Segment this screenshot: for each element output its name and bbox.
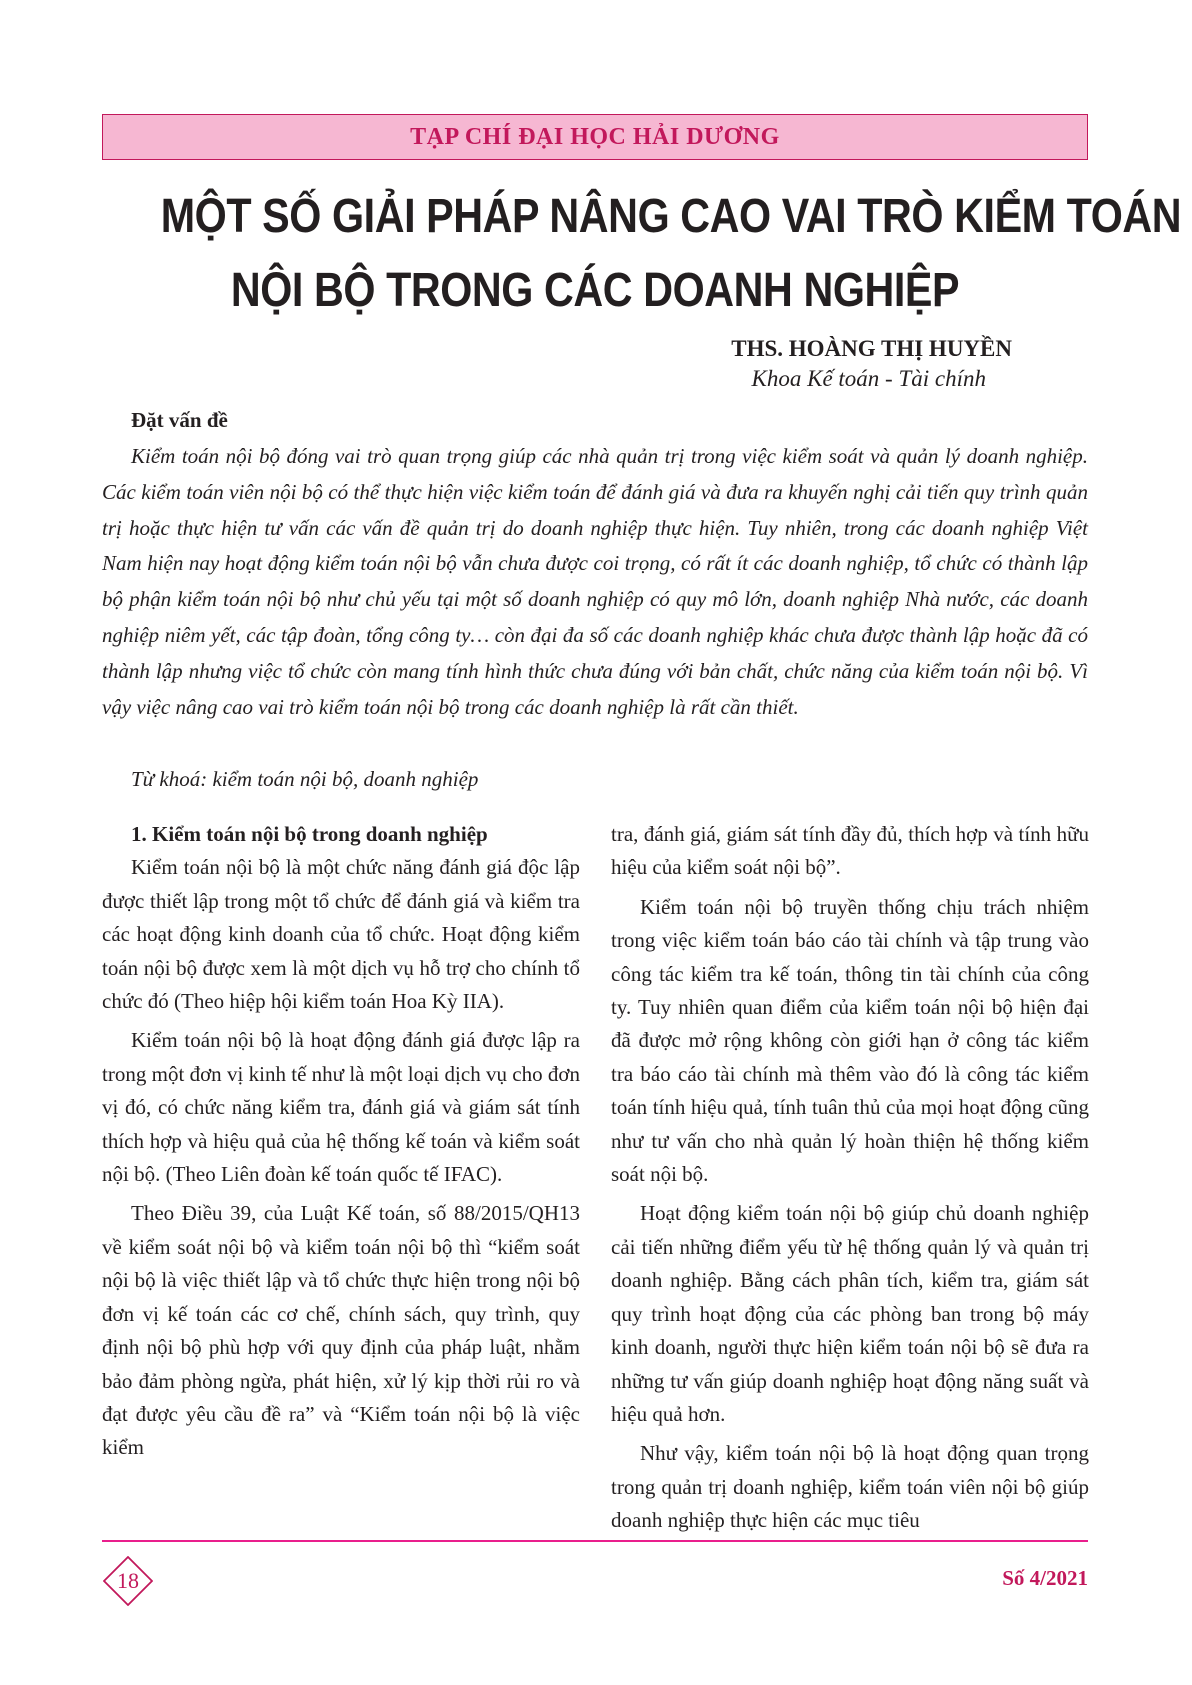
abstract-heading: Đặt vấn đề [131, 408, 228, 432]
journal-name: TẠP CHÍ ĐẠI HỌC HẢI DƯƠNG [410, 123, 780, 150]
issue-number: Số 4/2021 [1002, 1566, 1088, 1590]
paragraph: Kiểm toán nội bộ là hoạt động đánh giá được lập ra trong một đơn vị kinh tế như là một loại dịch vụ cho đơn vị đó, có chức năng kiểm tra, đánh giá và giám sát tính thích hợp và hiệu quả của hệ thống kế toán và kiểm soát nội bộ. (Theo Liên đoàn kế toán quốc tế IFAC). [102, 1028, 580, 1187]
page-number-badge [103, 1556, 153, 1606]
paragraph: Như vậy, kiểm toán nội bộ là hoạt động quan trọng trong quản trị doanh nghiệp, kiểm toán viên nội bộ giúp doanh nghiệp thực hiện các mục tiêu [611, 1441, 1089, 1533]
body-column-right [611, 818, 1089, 1538]
paragraph: Hoạt động kiểm toán nội bộ giúp chủ doanh nghiệp cải tiến những điểm yếu từ hệ thống quản lý và quản trị doanh nghiệp. Bằng cách phân tích, kiểm tra, giám sát quy trình hoạt động của các phòng ban trong bộ máy kinh doanh, người thực hiện kiểm toán nội bộ sẽ đưa ra những tư vấn giúp doanh nghiệp hoạt động năng suất và hiệu quả hơn. [611, 1201, 1089, 1426]
journal-banner [102, 114, 1088, 160]
section-heading: 1. Kiểm toán nội bộ trong doanh nghiệp [131, 822, 488, 846]
article-title-line-1: MỘT SỐ GIẢI PHÁP NÂNG CAO VAI TRÒ KIỂM TOÁN [160, 190, 1182, 243]
paragraph: Kiểm toán nội bộ là một chức năng đánh giá độc lập được thiết lập trong một tổ chức để đánh giá và kiểm tra các hoạt động kinh doanh của tổ chức. Hoạt động kiểm toán nội bộ được xem là một dịch vụ hỗ trợ cho chính tổ chức đó (Theo hiệp hội kiểm toán Hoa Kỳ IIA). [102, 855, 580, 1014]
paragraph: Theo Điều 39, của Luật Kế toán, số 88/2015/QH13 về kiểm soát nội bộ và kiểm toán nội bộ thì “kiểm soát nội bộ là việc thiết lập và tổ chức thực hiện trong nội bộ đơn vị kế toán các cơ chế, chính sách, quy trình, quy định nội bộ phù hợp với quy định của pháp luật, nhằm bảo đảm phòng ngừa, phát hiện, xử lý kịp thời rủi ro và đạt được yêu cầu đề ra” và “Kiểm toán nội bộ là việc kiểm [102, 1201, 580, 1460]
body-column-left [102, 818, 580, 1465]
abstract [102, 439, 1088, 725]
article-title-line-2: NỘI BỘ TRONG CÁC DOANH NGHIỆP [230, 264, 960, 317]
page-number: 18 [117, 1568, 139, 1593]
paragraph-continued: tra, đánh giá, giám sát tính đầy đủ, thích hợp và tính hữu hiệu của kiểm soát nội bộ”. [611, 822, 1089, 880]
keywords: Từ khoá: kiểm toán nội bộ, doanh nghiệp [131, 767, 479, 791]
author-affiliation: Khoa Kế toán - Tài chính [751, 366, 986, 391]
paragraph: Kiểm toán nội bộ truyền thống chịu trách nhiệm trong việc kiểm toán báo cáo tài chính và tập trung vào công tác kiểm tra kế toán, thông tin tài chính của công ty. Tuy nhiên quan điểm của kiểm toán nội bộ hiện đại đã được mở rộng không còn giới hạn ở công tác kiểm tra báo cáo tài chính mà thêm vào đó là công tác kiểm toán tính hiệu quả, tính tuân thủ của mọi hoạt động cũng như tư vấn cho nhà quản lý hoàn thiện hệ thống kiểm soát nội bộ. [611, 894, 1089, 1187]
abstract-text: Kiểm toán nội bộ đóng vai trò quan trọng giúp các nhà quản trị trong việc kiểm soát và quản lý doanh nghiệp. Các kiểm toán viên nội bộ có thể thực hiện việc kiểm toán để đánh giá và đưa ra khuyến nghị cải tiến quy trình quản trị hoặc thực hiện tư vấn các vấn đề quản trị do doanh nghiệp thực hiện. Tuy nhiên, trong các doanh nghiệp Việt Nam hiện nay hoạt động kiểm toán nội bộ vẫn chưa được coi trọng, có rất ít các doanh nghiệp, tổ chức có thành lập bộ phận kiểm toán nội bộ như chủ yếu tại một số doanh nghiệp có quy mô lớn, doanh nghiệp Nhà nước, các doanh nghiệp niêm yết, các tập đoàn, tổng công ty… còn đại đa số các doanh nghiệp khác chưa được thành lập hoặc đã có thành lập nhưng việc tổ chức còn mang tính hình thức chưa đúng với bản chất, chức năng của kiểm toán nội bộ. Vì vậy việc nâng cao vai trò kiểm toán nội bộ trong các doanh nghiệp là rất cần thiết. [102, 444, 1088, 719]
author-name: THS. HOÀNG THỊ HUYỀN [731, 336, 1012, 361]
article-title [160, 180, 1182, 328]
footer-rule [102, 1540, 1088, 1542]
